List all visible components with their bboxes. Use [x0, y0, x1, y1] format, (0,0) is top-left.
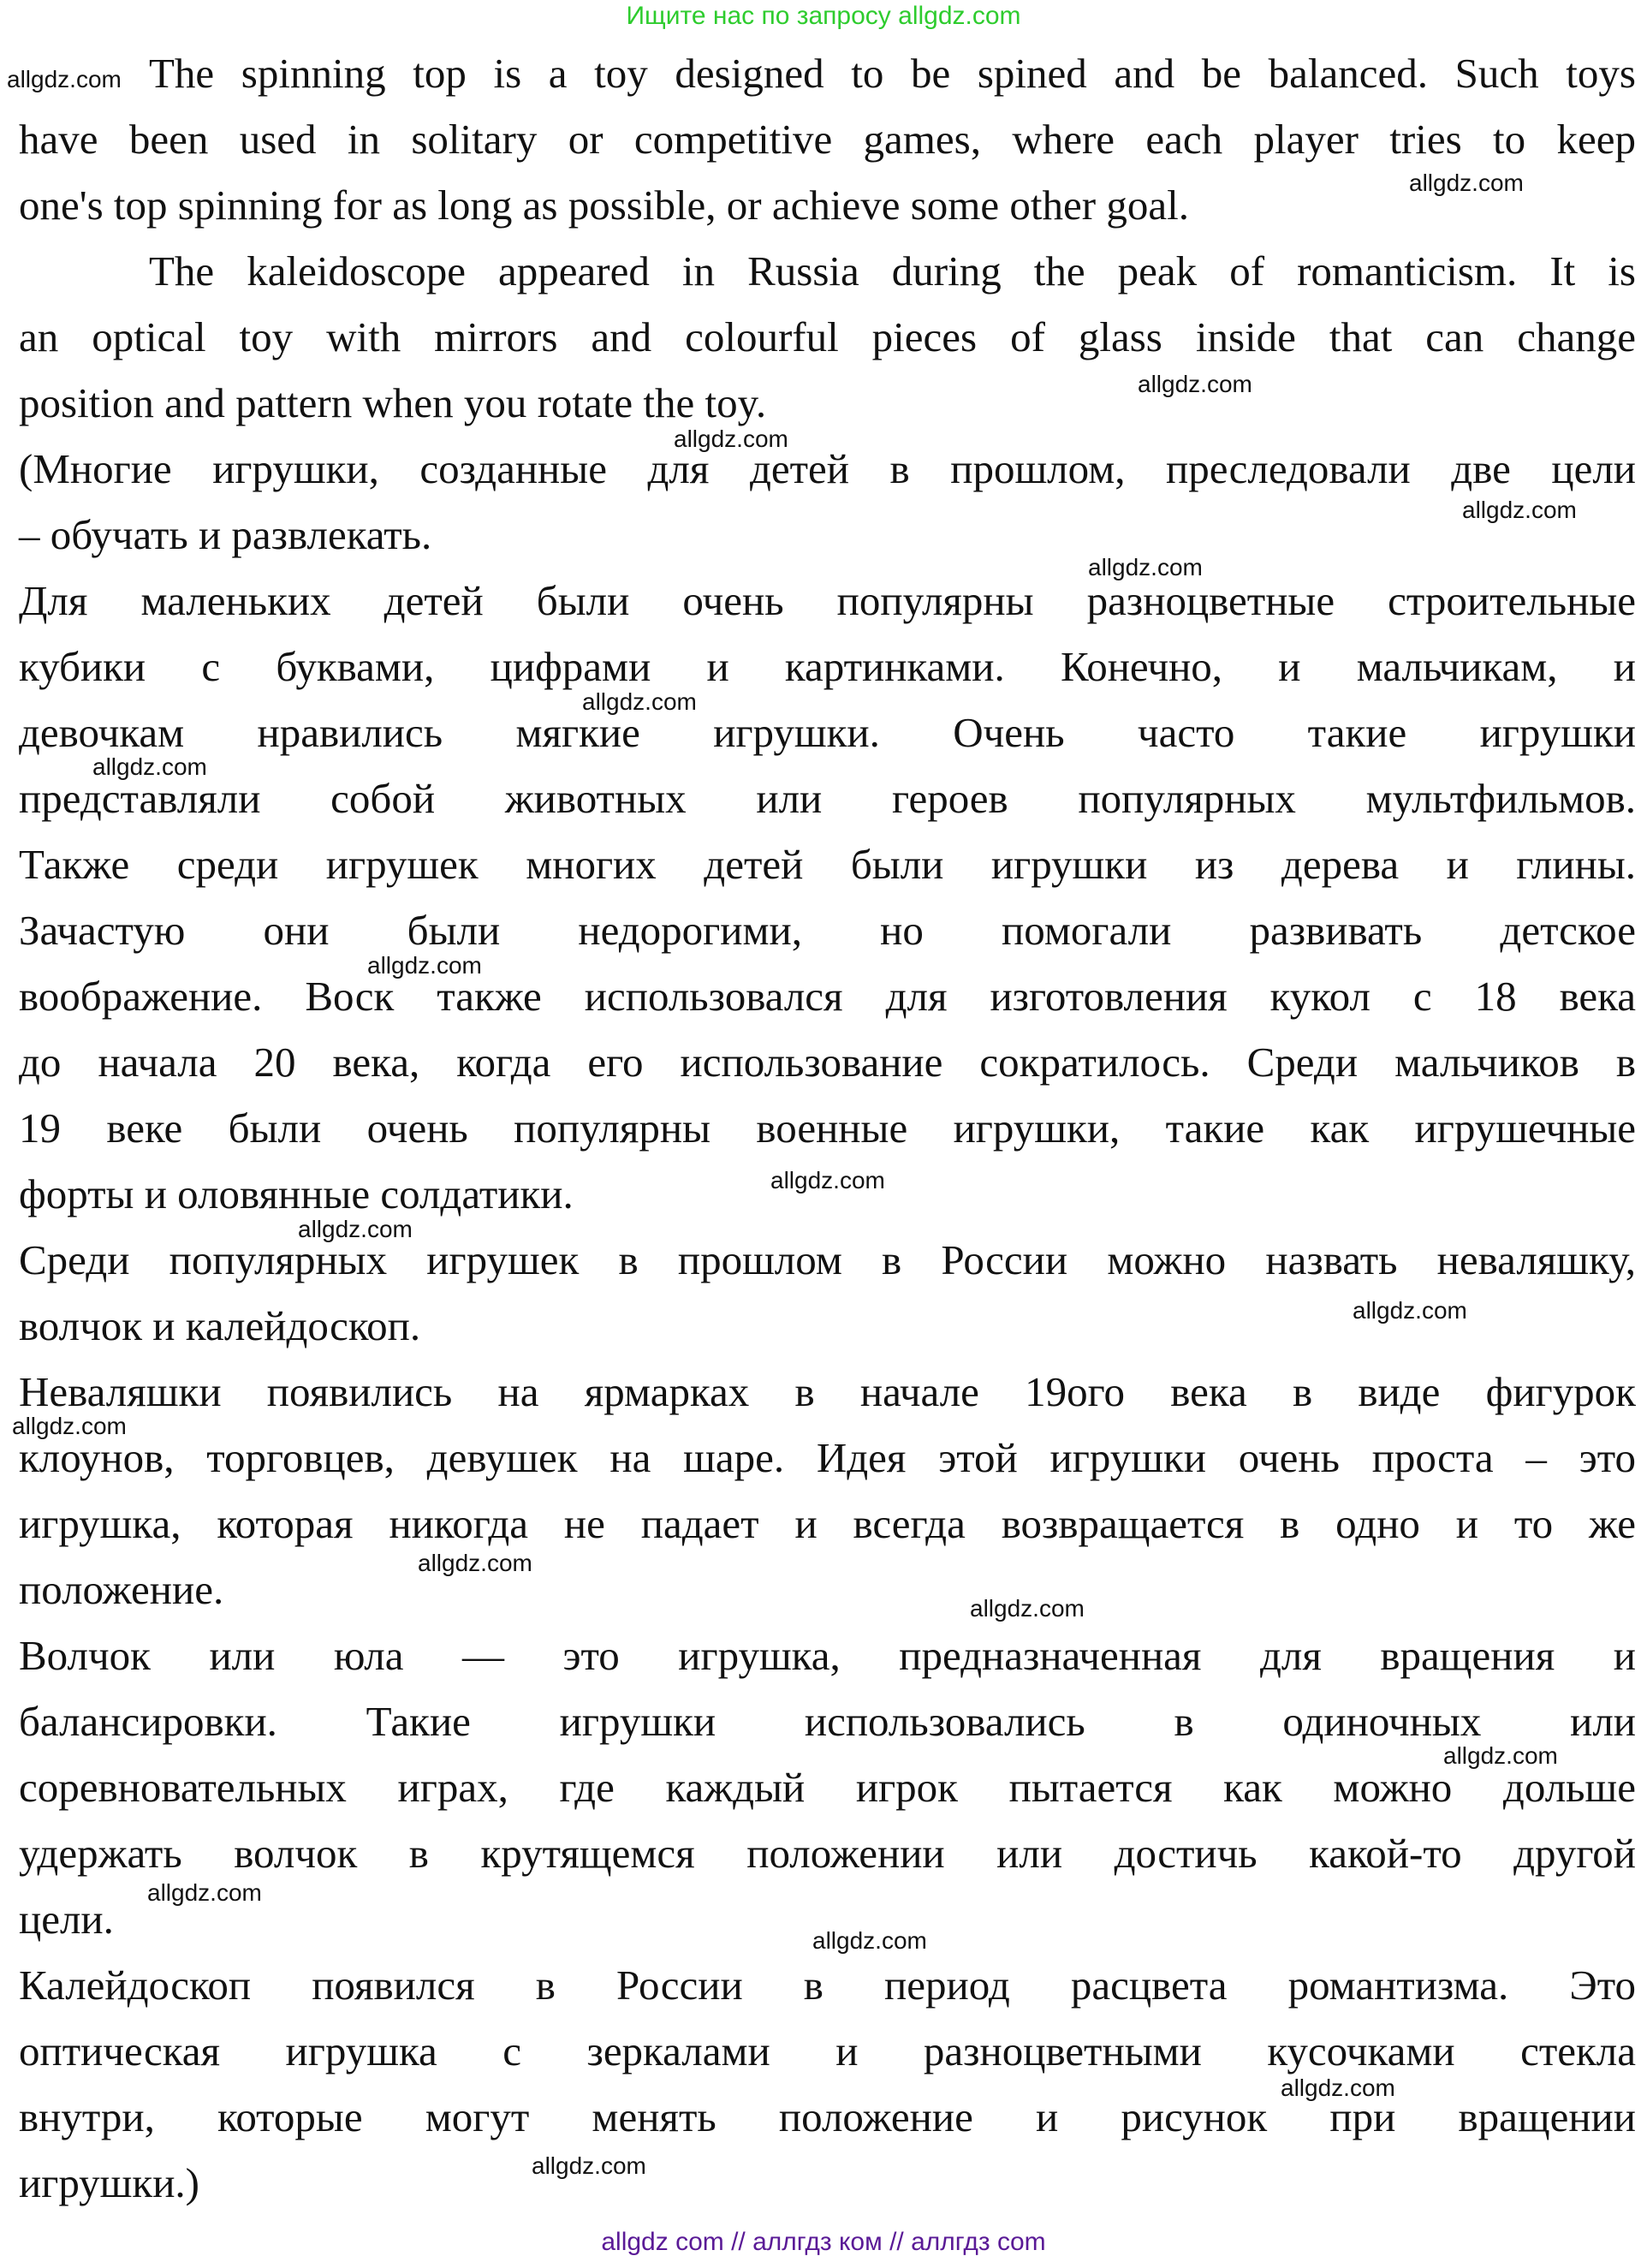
text-line: The spinning top is a toy designed to be spined and be balanced. Such toys — [149, 50, 1636, 97]
text-line: соревновательных играх, где каждый игрок пытается как можно дольше — [19, 1764, 1636, 1811]
text-line: кубики с буквами, цифрами и картинками. Конечно, и мальчикам, и — [19, 643, 1636, 690]
watermark: allgdz.com — [1088, 554, 1203, 580]
text-line: форты и оловянные солдатики. — [19, 1170, 574, 1217]
search-hint-header: Ищите нас по запросу allgdz.com — [626, 2, 1021, 30]
watermark: allgdz.com — [147, 1879, 262, 1906]
text-line: положение. — [19, 1566, 224, 1613]
text-line: have been used in solitary or competitive games, where each player tries to keep — [19, 116, 1636, 163]
watermark: allgdz.com — [12, 1413, 127, 1439]
text-line: удержать волчок в крутящемся положении или достичь какой-то другой — [19, 1830, 1636, 1877]
text-line: an optical toy with mirrors and colourful pieces of glass inside that can change — [19, 313, 1636, 360]
text-line: девочкам нравились мягкие игрушки. Очень часто такие игрушки — [19, 709, 1636, 756]
text-line: one's top spinning for as long as possible, or achieve some other goal. — [19, 182, 1189, 229]
text-line: position and pattern when you rotate the toy. — [19, 379, 767, 426]
watermark: allgdz.com — [532, 2152, 646, 2179]
text-line: до начала 20 века, когда его использование сократилось. Среди мальчиков в — [19, 1039, 1636, 1086]
watermark: allgdz.com — [1138, 371, 1252, 397]
watermark: allgdz.com — [1409, 170, 1524, 196]
text-line: цели. — [19, 1896, 114, 1943]
watermark: allgdz.com — [970, 1595, 1085, 1622]
text-line: внутри, которые могут менять положение и рисунок при вращении — [19, 2093, 1636, 2140]
text-line: Зачастую они были недорогими, но помогали развивать детское — [19, 907, 1636, 954]
text-line: представляли собой животных или героев популярных мультфильмов. — [19, 775, 1636, 822]
watermark: allgdz.com — [812, 1927, 927, 1954]
text-line: игрушки.) — [19, 2159, 200, 2206]
watermark: allgdz.com — [674, 426, 788, 452]
watermark: allgdz.com — [7, 66, 122, 92]
text-line: The kaleidoscope appeared in Russia during the peak of romanticism. It is — [149, 247, 1636, 295]
text-line: Калейдоскоп появился в России в период расцвета романтизма. Это — [19, 1961, 1636, 2009]
text-line: Неваляшки появились на ярмарках в начале 19ого века в виде фигурок — [19, 1368, 1636, 1415]
text-line: 19 веке были очень популярны военные игрушки, такие как игрушечные — [19, 1104, 1636, 1152]
watermark: allgdz.com — [770, 1167, 885, 1194]
watermark: allgdz.com — [582, 688, 697, 715]
watermark: allgdz.com — [418, 1550, 532, 1576]
text-line: клоунов, торговцев, девушек на шаре. Идея этой игрушки очень проста – это — [19, 1434, 1636, 1481]
watermark: allgdz.com — [1281, 2075, 1395, 2101]
text-line: (Многие игрушки, созданные для детей в прошлом, преследовали две цели — [19, 445, 1636, 492]
text-line: балансировки. Такие игрушки использовались в одиночных или — [19, 1698, 1636, 1745]
footer-watermark: allgdz com // аллгдз ком // аллгдз com — [601, 2228, 1046, 2256]
watermark: allgdz.com — [1443, 1742, 1558, 1769]
watermark: allgdz.com — [367, 952, 482, 979]
text-line: – обучать и развлекать. — [19, 511, 432, 558]
watermark: allgdz.com — [1353, 1297, 1467, 1324]
text-line: оптическая игрушка с зеркалами и разноцветными кусочками стекла — [19, 2027, 1636, 2075]
text-line: Также среди игрушек многих детей были игрушки из дерева и глины. — [19, 841, 1636, 888]
watermark: allgdz.com — [298, 1216, 413, 1242]
watermark: allgdz.com — [92, 753, 207, 780]
text-line: Волчок или юла — это игрушка, предназначенная для вращения и — [19, 1632, 1636, 1679]
text-line: Для маленьких детей были очень популярны разноцветные строительные — [19, 577, 1636, 624]
watermark: allgdz.com — [1462, 497, 1577, 523]
text-line: воображение. Воск также использовался для изготовления кукол с 18 века — [19, 973, 1636, 1020]
text-line: волчок и калейдоскоп. — [19, 1302, 421, 1349]
text-line: Среди популярных игрушек в прошлом в России можно назвать неваляшку, — [19, 1236, 1636, 1283]
text-line: игрушка, которая никогда не падает и всегда возвращается в одно и то же — [19, 1500, 1636, 1547]
